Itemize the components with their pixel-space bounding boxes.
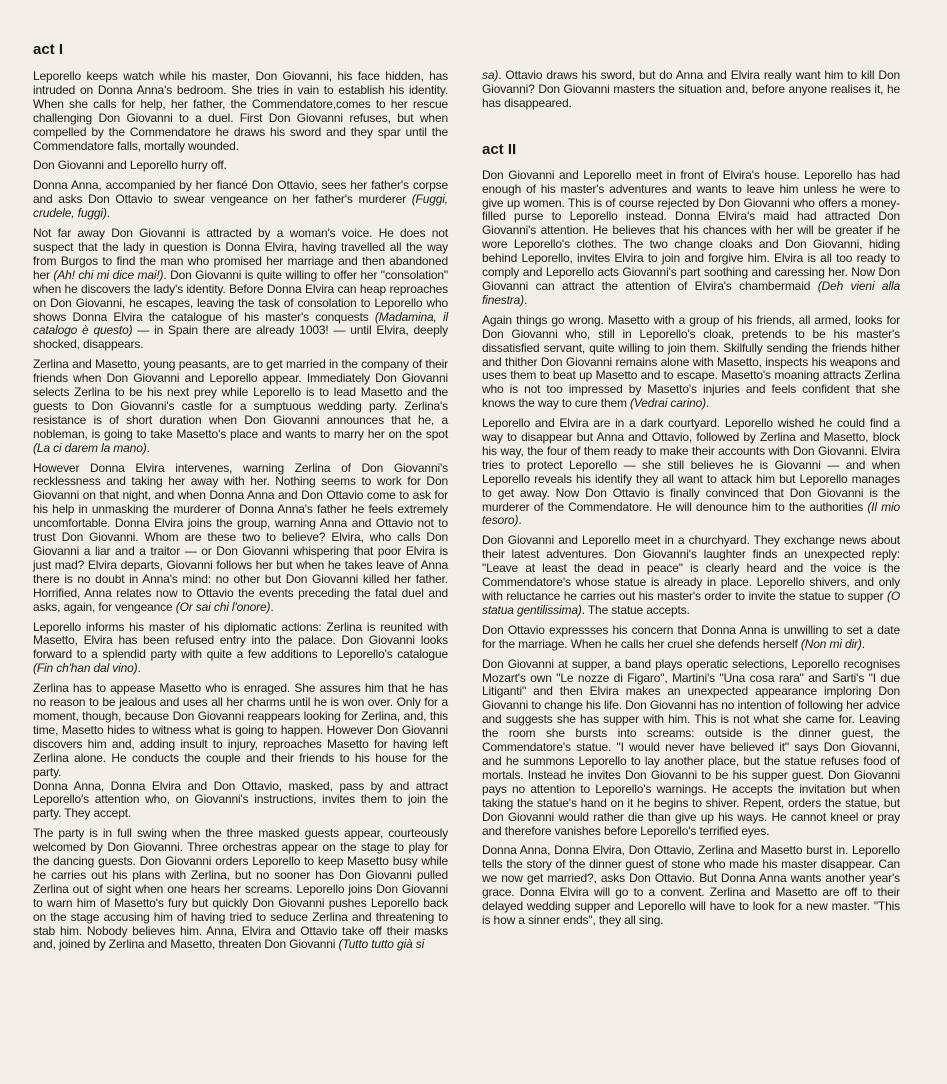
act-1-paragraph: Donna Anna, accompanied by her fiancé Don Ottavio, sees her father's corpse and asks Don Ottavio to swear vengeance on her father's murderer (Fuggi, crudele, fuggi). [33,178,448,221]
act-1-paragraph: Zerlina has to appease Masetto who is enraged. She assures him that he has no reason to be jealous and uses all her charms until he is won over. Only for a moment, though, because Don Giovanni reappears looking for Zerlina, and, this time, Masetto hides to witness what is going to happen. However Don Giovanni discovers him and, adding insult to injury, reproaches Masetto for having left Zerlina alone. He conducts the couple and their friends to his house for the party. [33,681,448,779]
right-column [482,0,900,934]
left-column [33,0,448,958]
act-2-paragraph: Donna Anna, Donna Elvira, Don Ottavio, Zerlina and Masetto burst in. Leporello tells the story of the dinner guest of stone who made his master disappear. Can we now get married?, asks Don Ottavio. But Donna Anna wants another year's grace. Donna Elvira will go to a convent. Zerlina and Masetto are off to their delayed wedding supper and Leporello will have to look for a new master. "This is how a sinner ends", they all sing. [482,843,900,927]
act-2-paragraph: Don Giovanni at supper, a band plays operatic selections, Leporello recognises Mozart's own "Le nozze di Figaro", Martini's "Una cosa rara" and Sarti's "I due Litiganti" and then Elvira makes an unexpected appearance imploring Don Giovanni to change his life. Don Giovanni has no intention of following her advice and suggests she has supper with him. This is not what she came for. Leaving the room she bursts into screams: outside is the dinner guest, the Commendatore's statue. "I would never have believed it" says Don Giovanni, and he summons Leporello to lay another place, but the statue refuses food of mortals. Instead he invites Don Giovanni to be his supper guest. Don Giovanni pays no attention to Leporello's warnings. He accepts the invitation but when taking the statue's hand on it he begins to shiver. Repent, orders the statue, but Don Giovanni would rather die than give up his ways. He cannot kneel or pray and therefore vanishes before Leporello's terrified eyes. [482,656,900,838]
act-2-heading: act II [482,140,517,158]
act-1-paragraph: Donna Anna, Donna Elvira and Don Ottavio, masked, pass by and attract Leporello's attention who, on Giovanni's instructions, invites them to join the party. They accept. [33,778,448,821]
act-2-paragraph: Leporello and Elvira are in a dark courtyard. Leporello wished he could find a way to disappear but Anna and Ottavio, followed by Zerlina and Masetto, block his way, the four of them ready to make their accounts with Don Giovanni. Elvira tries to protect Leporello — she still believes he is Giovanni — and when Leporello reveals his identify they all want to attack him but Leporello manages to get away. Now Don Ottavio is finally convinced that Don Giovanni is the murderer of the Commendatore. He will denounce him to the authorities (Il mio tesoro). [482,416,900,528]
act-1-paragraph: However Donna Elvira intervenes, warning Zerlina of Don Giovanni's recklessness and taking her away with her. Nothing seems to work for Don Giovanni on that night, and when Donna Anna and Don Ottavio come to ask for his help in unmasking the murderer of Donna Anna's father he feels extremely uncomfortable. Donna Elvira joins the group, warning Anna and Ottavio not to trust Don Giovanni. Whom are these two to believe? Elvira, who calls Don Giovanni a liar and a traitor — or Don Giovanni whispering that poor Elvira is just mad? Elvira departs, Giovanni follows her but when he takes leave of Anna there is no doubt in Anna's mind: no other but Don Giovanni killed her father. Horrified, Anna relates now to Ottavio the events preceding the fatal duel and asks, again, for vengeance (Or sai chi l'onore). [33,460,448,614]
act-1-paragraph: Zerlina and Masetto, young peasants, are to get married in the company of their friends when Don Giovanni and Leporello appear. Immediately Don Giovanni selects Zerlina to be his next prey while Leporello is to lead Masetto and the guests to Don Giovanni's castle for a sumptuous wedding party. Zerlina's resistance is of short duration when Don Giovanni announces that he, a nobleman, is going to take Masetto's place and wants to marry her on the spot (La ci darem la mano). [33,357,448,455]
act-2-paragraph: Don Giovanni and Leporello meet in a churchyard. They exchange news about their latest adventures. Don Giovanni's laughter finds an unexpected reply: "Leave at least the dead in peace" is clearly heard and the voice is the Commendatore's whose statue is already in place. Leporello shivers, and only with reluctance he carries out his master's order to invite the statue to supper (O statua gentilissima). The statue accepts. [482,533,900,617]
act-1-paragraph: Not far away Don Giovanni is attracted by a woman's voice. He does not suspect that the lady in question is Donna Elvira, having travelled all the way from Burgos to find the man who promised her marriage and then abandoned her (Ah! chi mi dice mai!). Don Giovanni is quite willing to offer her "consolation" when he discovers the lady's identity. Before Donna Elvira can heap reproaches on Don Giovanni, he escapes, leaving the task of consolation to Leporello who shows Donna Elvira the catalogue of his master's conquests (Madamina, il catalogo è questo) — in Spain there are already 1003! — until Elvira, deeply shocked, disappears. [33,226,449,352]
act-1-continued-paragraph: sa). Ottavio draws his sword, but do Anna and Elvira really want him to kill Don Giovanni? Don Giovanni masters the situation and, before anyone realises it, he has disappeared. [482,68,900,110]
act-2-paragraph: Don Ottavio expressses his concern that Donna Anna is unwilling to set a date for the marriage. When he calls her cruel she defends herself (Non mi dir). [482,622,900,651]
act-1-paragraph: The party is in full swing when the three masked guests appear, courteously welcomed by Don Giovanni. Three orchestras appear on the stage to play for the dancing guests. Don Giovanni orders Leporello to keep Masetto busy while he carries out his plans with Zerlina, but no sooner has Don Giovanni pulled Zerlina out of sight when one hears her screams. Leporello joins Don Giovanni to warn him of Masetto's fury but quickly Don Giovanni pushes Leporello back on the stage accusing him of having tried to seduce Zerlina and threatening to stab him. Nobody believes him. Anna, Elvira and Ottavio take off their masks and, joined by Zerlina and Masetto, threaten Don Giovanni (Tutto tutto già si [33,826,448,952]
act-2-paragraph: Again things go wrong. Masetto with a group of his friends, all armed, looks for Don Giovanni who, still in Leporello's cloak, pretends to be his master's dissatisfied servant, quite willing to join them. Skilfully sending the friends hither and thither Don Giovanni remains alone with Masetto, inspects his weapons and uses them to beat up Masetto and to escape. Masetto's moaning attracts Zerlina who is not too impressed by Masetto's injuries and feels confident that she knows the way to cure them (Vedrai carino). [482,312,900,411]
act-1-paragraph: Don Giovanni and Leporello hurry off. [33,158,227,173]
act-1-paragraph: Leporello keeps watch while his master, Don Giovanni, his face hidden, has intruded on Donna Anna's bedroom. She tries in vain to establish his identity. When she calls for help, her father, the Commendatore,comes to her rescue challenging Don Giovanni to a duel. First Don Giovanni refuses, but when compelled by the Commendatore he draws his sword and they spar until the Commendatore falls, mortally wounded. [33,69,448,153]
act-1-heading: act I [33,41,64,58]
act-2-paragraph: Don Giovanni and Leporello meet in front of Elvira's house. Leporello has had enough of his master's adventures and wants to leave him unless he were to give up women. This is of course rejected by Don Giovanni who offers a money-filled purse to Leporello instead. Donna Elvira's maid had attracted Don Giovanni's attention. He believes that his chances with her will be greater if he wore Leporello's clothes. The two change cloaks and Don Giovanni, hiding behind Leporello, invites Elvira to join and forgive him. Elvira is all too ready to comply and Leporello acts Giovanni's part soothing and caressing her. Now Don Giovanni can attract the attention of Elvira's chambermaid (Deh vieni alla finestra). [482,167,900,307]
act-1-paragraph: Leporello informs his master of his diplomatic actions: Zerlina is reunited with Masetto, Elvira has been refused entry into the palace. Don Giovanni looks forward to a splendid party with quite a few additions to Leporello's catalogue (Fin ch'han dal vino). [33,619,448,676]
